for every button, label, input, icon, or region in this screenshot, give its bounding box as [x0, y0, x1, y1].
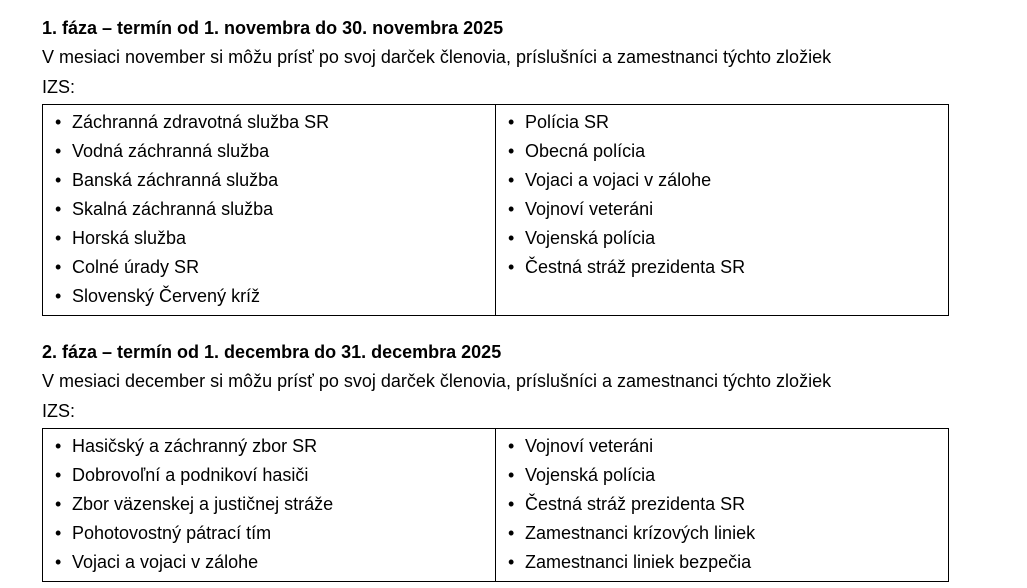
list-item: • Vojnoví veteráni	[508, 195, 940, 224]
phase-1-left-list	[55, 108, 487, 311]
list-item: • Skalná záchranná služba	[55, 195, 487, 224]
list-item: • Zamestnanci krízových liniek	[508, 519, 940, 548]
list-item: • Vojnoví veteráni	[508, 432, 940, 461]
phase-1-table	[42, 104, 949, 316]
table-row	[43, 105, 949, 316]
phase-2-table-right-cell	[496, 429, 949, 582]
list-item: • Obecná polícia	[508, 137, 940, 166]
list-item: • Čestná stráž prezidenta SR	[508, 490, 940, 519]
list-item: • Čestná stráž prezidenta SR	[508, 253, 940, 282]
list-item: • Záchranná zdravotná služba SR	[55, 108, 487, 137]
table-row	[43, 429, 949, 582]
phase-1-right-list	[508, 108, 940, 282]
list-item: • Zbor väzenskej a justičnej stráže	[55, 490, 487, 519]
list-item: • Horská služba	[55, 224, 487, 253]
list-item: • Dobrovoľní a podnikoví hasiči	[55, 461, 487, 490]
phase-2-table-left-cell	[43, 429, 496, 582]
list-item: • Hasičský a záchranný zbor SR	[55, 432, 487, 461]
phase-1-table-right-cell	[496, 105, 949, 316]
phase-2-intro-line-2: IZS:	[42, 401, 76, 421]
phase-2-table	[42, 428, 949, 582]
list-item: • Vojaci a vojaci v zálohe	[55, 548, 487, 577]
phase-2-section	[42, 338, 989, 582]
list-item: • Pohotovostný pátrací tím	[55, 519, 487, 548]
phase-1-heading: 1. fáza – termín od 1. novembra do 30. novembra 2025	[42, 18, 504, 38]
list-item: • Vojenská polícia	[508, 461, 940, 490]
phase-1-intro-line-2: IZS:	[42, 77, 76, 97]
phase-1-intro-line-1: V mesiaci november si môžu prísť po svoj darček členovia, príslušníci a zamestnanci týchto zložiek	[42, 47, 832, 67]
phase-1-intro	[42, 42, 989, 102]
phase-2-right-list	[508, 432, 940, 577]
phase-1-section	[42, 14, 989, 316]
phase-2-intro	[42, 366, 989, 426]
list-item: • Vojaci a vojaci v zálohe	[508, 166, 940, 195]
phase-2-intro-line-1: V mesiaci december si môžu prísť po svoj darček členovia, príslušníci a zamestnanci týchto zložiek	[42, 371, 832, 391]
phase-2-left-list	[55, 432, 487, 577]
phase-2-heading: 2. fáza – termín od 1. decembra do 31. decembra 2025	[42, 342, 502, 362]
list-item: • Banská záchranná služba	[55, 166, 487, 195]
list-item: • Vodná záchranná služba	[55, 137, 487, 166]
list-item: • Slovenský Červený kríž	[55, 282, 487, 311]
list-item: • Zamestnanci liniek bezpečia	[508, 548, 940, 577]
list-item: • Colné úrady SR	[55, 253, 487, 282]
phase-1-table-left-cell	[43, 105, 496, 316]
list-item: • Vojenská polícia	[508, 224, 940, 253]
list-item: • Polícia SR	[508, 108, 940, 137]
